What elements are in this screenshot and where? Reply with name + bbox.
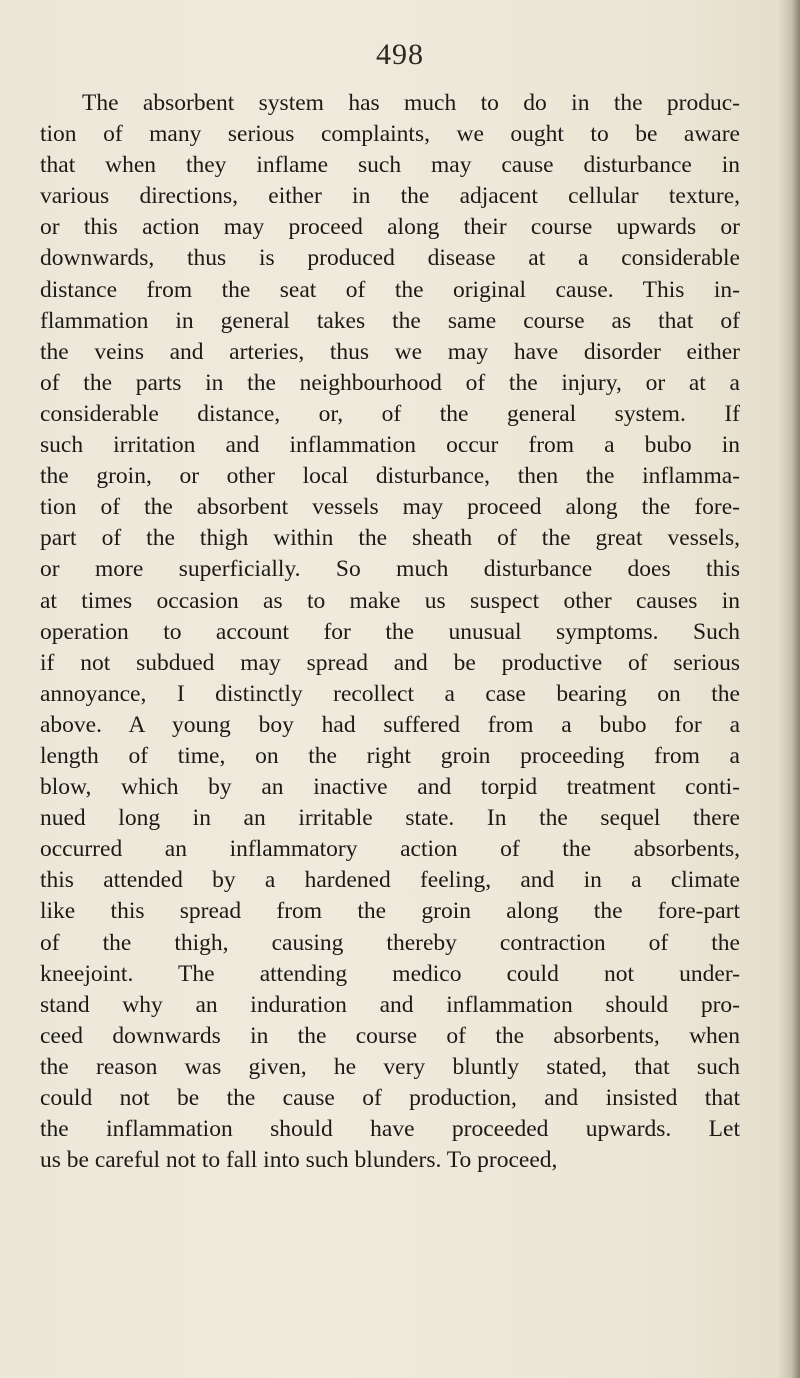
text-line: ceed downwards in the course of the absorbents, when: [40, 1022, 740, 1049]
text-line: operation to account for the unusual symptoms. Such: [40, 618, 740, 645]
text-line: downwards, thus is produced disease at a considerable: [40, 245, 740, 272]
text-line: tion of the absorbent vessels may proceed along the fore-: [40, 494, 740, 521]
text-line: nued long in an irritable state. In the sequel there: [40, 805, 740, 832]
text-line: distance from the seat of the original cause. This in-: [40, 276, 740, 303]
text-line: such irritation and inflammation occur from a bubo in: [40, 432, 740, 459]
text-line: the veins and arteries, thus we may have disorder either: [40, 338, 740, 365]
body-text: [40, 88, 740, 1176]
text-line: us be careful not to fall into such blunders. To proceed,: [40, 1147, 558, 1174]
text-line: like this spread from the groin along the fore-part: [40, 898, 740, 925]
text-line: various directions, either in the adjacent cellular texture,: [40, 183, 740, 210]
text-line: or more superficially. So much disturbance does this: [40, 556, 740, 583]
text-line: considerable distance, or, of the general system. If: [40, 400, 740, 427]
text-line: if not subdued may spread and be productive of serious: [40, 649, 740, 676]
page-edge-shadow: [778, 0, 800, 1378]
page-number: 498: [376, 38, 424, 71]
text-line: tion of many serious complaints, we ought to be aware: [40, 121, 740, 148]
text-line: part of the thigh within the sheath of the great vessels,: [40, 525, 740, 552]
text-line: blow, which by an inactive and torpid treatment conti-: [40, 774, 740, 801]
text-line: could not be the cause of production, and insisted that: [40, 1085, 740, 1111]
text-line: The absorbent system has much to do in the produc-: [82, 90, 740, 116]
text-line: at times occasion as to make us suspect other causes in: [40, 587, 740, 614]
text-line: flammation in general takes the same course as that of: [40, 307, 740, 334]
text-line: annoyance, I distinctly recollect a case bearing on the: [40, 680, 740, 707]
text-line: length of time, on the right groin proceeding from a: [40, 742, 740, 769]
text-line: kneejoint. The attending medico could not under-: [40, 960, 740, 987]
text-line: the reason was given, he very bluntly stated, that such: [40, 1053, 740, 1080]
text-line: this attended by a hardened feeling, and in a climate: [40, 867, 740, 894]
text-line: or this action may proceed along their course upwards or: [40, 214, 740, 241]
text-line: of the thigh, causing thereby contraction of the: [40, 929, 740, 956]
text-line: stand why an induration and inflammation should pro-: [40, 991, 740, 1018]
text-line: the groin, or other local disturbance, then the inflamma-: [40, 463, 740, 490]
text-line: the inflammation should have proceeded upwards. Let: [40, 1116, 740, 1143]
text-line: of the parts in the neighbourhood of the injury, or at a: [40, 369, 740, 396]
text-line: occurred an inflammatory action of the absorbents,: [40, 836, 740, 863]
text-line: that when they inflame such may cause disturbance in: [40, 152, 740, 179]
text-line: above. A young boy had suffered from a bubo for a: [40, 711, 740, 738]
